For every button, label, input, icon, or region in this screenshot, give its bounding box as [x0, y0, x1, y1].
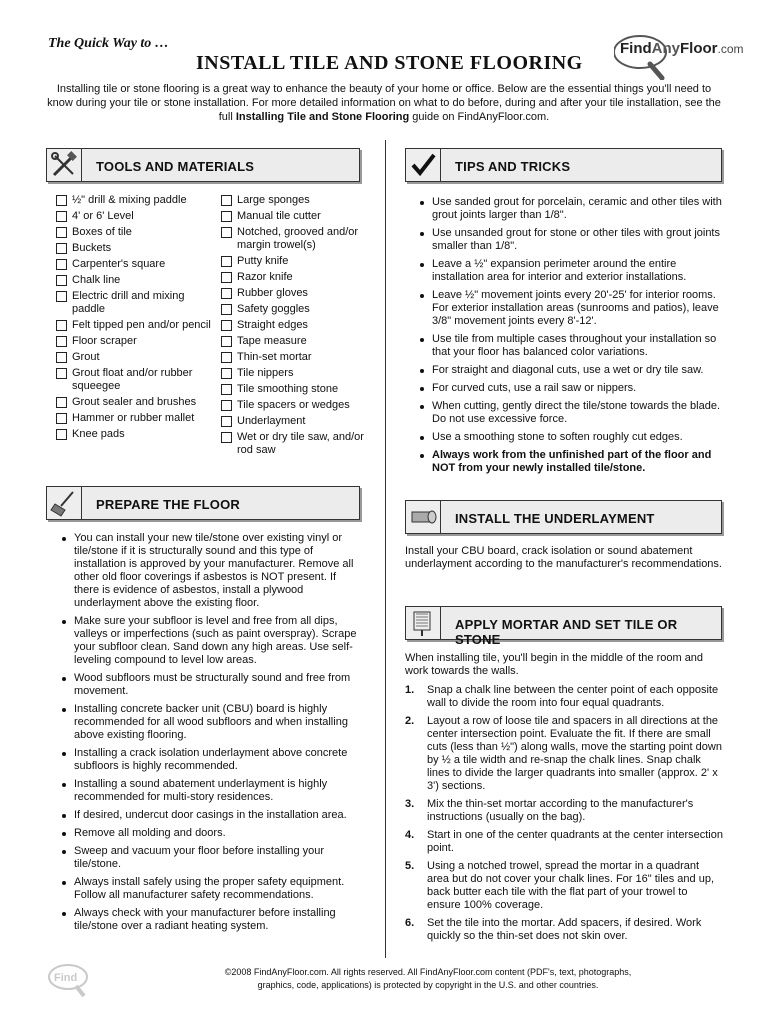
step-number: 2. [405, 715, 415, 727]
bullet-text: Make sure your subfloor is level and free from all dips, valleys or imperfections (such as paint overspray). Scrape your subfloor clean. Sand down any high areas. Use self-leveling compound to level low areas. [74, 615, 357, 666]
bullet-text: Leave a ½" expansion perimeter around the entire installation area for interior and exterior installations. [432, 258, 687, 283]
checklist-item [221, 255, 371, 268]
intro-text-end: guide on FindAnyFloor.com. [409, 111, 550, 123]
bullet-dot [420, 263, 424, 267]
bullet-dot [62, 677, 66, 681]
footer-logo-text: Find [54, 972, 78, 984]
bullet-text: Remove all molding and doors. [74, 827, 226, 839]
checkbox[interactable] [221, 227, 232, 238]
checklist-item [56, 274, 216, 287]
checklist-item [56, 210, 216, 223]
bullet-dot [420, 405, 424, 409]
mortar-section-title: APPLY MORTAR AND SET TILE OR STONE [455, 617, 678, 647]
checklist-label: Knee pads [72, 428, 125, 440]
bullet-item [60, 532, 360, 610]
bullet-dot [62, 814, 66, 818]
checklist-label: Boxes of tile [72, 226, 132, 238]
prepare-section-header [46, 486, 360, 520]
bullet-item [418, 431, 724, 444]
checkbox[interactable] [56, 275, 67, 286]
logo-find: Find [620, 40, 652, 57]
step-item [405, 798, 723, 824]
step-text: Using a notched trowel, spread the mortar in a quadrant area but do not cover your chalk lines. For 16" tiles and up, back butter each tile with the flat part of your trowel to ensure 100% coverage. [427, 860, 715, 911]
checklist-item [56, 290, 216, 316]
bullet-text: For straight and diagonal cuts, use a wet or dry tile saw. [432, 364, 704, 376]
checkbox[interactable] [221, 304, 232, 315]
checklist-label: Buckets [72, 242, 112, 254]
intro-paragraph [46, 82, 722, 124]
checklist-item [56, 351, 216, 364]
intro-text: Installing tile or stone flooring is a great way to enhance the beauty of your home or office. Below are the essential things you'll need to know during your tile or stone installation. For more detailed information on what to do before, during and after your tile installation, see the full [47, 83, 721, 123]
checklist-label: Hammer or rubber mallet [72, 412, 195, 424]
checklist-item [221, 415, 371, 428]
checkbox[interactable] [221, 400, 232, 411]
checklist-item [221, 335, 371, 348]
checklist-item [221, 194, 371, 207]
step-text: Snap a chalk line between the center point of each opposite wall to divide the room into four equal quadrants. [427, 684, 719, 709]
copyright-text [168, 966, 688, 992]
logo-com: .com [717, 42, 744, 56]
checkbox[interactable] [221, 384, 232, 395]
footer-logo [48, 962, 138, 998]
checklist-label: Tape measure [237, 335, 307, 347]
checklist-label: Floor scraper [72, 335, 137, 347]
tips-section-title: TIPS AND TRICKS [455, 159, 571, 174]
bullet-dot [420, 387, 424, 391]
step-number: 5. [405, 860, 415, 872]
checkbox[interactable] [56, 413, 67, 424]
checklist-label: Wet or dry tile saw, and/or rod saw [237, 431, 364, 456]
mortar-steps [405, 684, 723, 948]
underlayment-section-title: INSTALL THE UNDERLAYMENT [455, 511, 655, 526]
findanyfloor-logo [614, 30, 744, 80]
bullet-text: If desired, undercut door casings in the installation area. [74, 809, 347, 821]
step-number: 6. [405, 917, 415, 929]
bullet-dot [62, 850, 66, 854]
bullet-dot [62, 912, 66, 916]
bullet-dot [420, 201, 424, 205]
bullet-dot [62, 752, 66, 756]
step-item [405, 860, 723, 912]
checklist-item [221, 431, 371, 457]
tools-icon [46, 148, 82, 182]
bullet-text: Use a smoothing stone to soften roughly cut edges. [432, 431, 683, 443]
prepare-section-title: PREPARE THE FLOOR [96, 497, 241, 512]
checklist-item [56, 367, 216, 393]
checklist-label: Underlayment [237, 415, 306, 427]
checkbox[interactable] [56, 291, 67, 302]
bullet-text: Installing concrete backer unit (CBU) board is highly recommended for all wood subfloors and when installing above existing flooring. [74, 703, 348, 741]
bullet-dot [62, 537, 66, 541]
checklist-item [221, 399, 371, 412]
step-item [405, 829, 723, 855]
checklist-label: Tile nippers [237, 367, 294, 379]
bullet-dot [62, 708, 66, 712]
checklist-item [56, 319, 216, 332]
checklist-label: Felt tipped pen and/or pencil [72, 319, 211, 331]
step-number: 4. [405, 829, 415, 841]
bullet-dot [420, 436, 424, 440]
tools-section-title: TOOLS AND MATERIALS [96, 159, 255, 174]
column-divider [385, 140, 386, 958]
checklist-item [56, 396, 216, 409]
checklist-item [56, 428, 216, 441]
bullet-text: You can install your new tile/stone over existing vinyl or tile/stone if it is structurally sound and this type of installation is approved by your manufacturer. Remove all other old floor coverings if asbestos is NOT present. If there is evidence of asbestos, install a plywood underlayment above the existing floor. [74, 532, 354, 609]
underlayment-text: Install your CBU board, crack isolation or sound abatement underlayment according to the manufacturer's recommendations. [405, 545, 722, 570]
checklist-label: Grout [72, 351, 100, 363]
bullet-item [60, 845, 360, 871]
checklist-label: ½" drill & mixing paddle [72, 194, 187, 206]
checklist-label: Notched, grooved and/or margin trowel(s) [237, 226, 359, 251]
checkbox[interactable] [221, 195, 232, 206]
bullet-item [60, 809, 360, 822]
checkbox[interactable] [56, 336, 67, 347]
bullet-dot [420, 232, 424, 236]
checklist-label: 4' or 6' Level [72, 210, 134, 222]
checkbox[interactable] [56, 320, 67, 331]
bullet-item [60, 778, 360, 804]
tips-section-header [405, 148, 722, 182]
checklist-item [56, 412, 216, 425]
bullet-item [418, 289, 724, 328]
checkbox[interactable] [56, 429, 67, 440]
checkbox[interactable] [221, 432, 232, 443]
checklist-item [221, 367, 371, 380]
page-title: INSTALL TILE AND STONE FLOORING [196, 52, 583, 74]
bullet-dot [420, 338, 424, 342]
checklist-label: Tile smoothing stone [237, 383, 339, 395]
step-item [405, 684, 723, 710]
bullet-text: Wood subfloors must be structurally sound and free from movement. [74, 672, 351, 697]
bullet-item [60, 672, 360, 698]
bullet-item [418, 364, 724, 377]
mortar-section-header [405, 606, 722, 647]
checkbox[interactable] [56, 243, 67, 254]
prepare-list [60, 532, 360, 938]
tools-section-header [46, 148, 360, 182]
checkbox[interactable] [221, 211, 232, 222]
step-number: 3. [405, 798, 415, 810]
checklist-label: Thin-set mortar [237, 351, 312, 363]
checklist-item [221, 383, 371, 396]
checklist-label: Electric drill and mixing paddle [72, 290, 185, 315]
magnifier-icon [614, 30, 738, 80]
bullet-item [60, 703, 360, 742]
bullet-item [418, 333, 724, 359]
checklist-label: Carpenter's square [72, 258, 166, 270]
tips-list [418, 196, 724, 480]
checklist-label: Grout sealer and brushes [72, 396, 197, 408]
underlayment-section-header [405, 500, 722, 534]
bullet-item [60, 747, 360, 773]
checkbox[interactable] [56, 397, 67, 408]
checklist-item [221, 271, 371, 284]
bullet-item [418, 196, 724, 222]
checklist-item [221, 226, 371, 252]
bullet-dot [62, 881, 66, 885]
footer [48, 962, 728, 1002]
step-text: Set the tile into the mortar. Add spacers, if desired. Work quickly so the thin-set does not skin over. [427, 917, 702, 942]
bullet-text: Installing a crack isolation underlayment above concrete subfloors is highly recommended. [74, 747, 348, 772]
checkbox[interactable] [56, 227, 67, 238]
bullet-item [418, 382, 724, 395]
step-text: Mix the thin-set mortar according to the manufacturer's instructions (usually on the bag). [427, 798, 694, 823]
bullet-item [418, 400, 724, 426]
bullet-text-bold: Always work from the unfinished part of the floor and NOT from your newly installed tile/stone. [432, 449, 712, 474]
bullet-item [60, 615, 360, 667]
bullet-dot [420, 294, 424, 298]
checkbox[interactable] [56, 195, 67, 206]
bullet-text: Always install safely using the proper safety equipment. Follow all manufacturer safety recommendations. [74, 876, 345, 901]
checkbox[interactable] [221, 272, 232, 283]
step-item [405, 715, 723, 793]
checklist-item [221, 210, 371, 223]
checklist-label: Safety goggles [237, 303, 310, 315]
checklist-label: Chalk line [72, 274, 121, 286]
copyright-line-1: ©2008 FindAnyFloor.com. All rights reserved. All FindAnyFloor.com content (PDF's, text, photographs, [224, 967, 632, 977]
roll-icon [405, 500, 441, 534]
step-text: Start in one of the center quadrants at the center intersection point. [427, 829, 723, 854]
checklist-item [56, 258, 216, 271]
copyright-line-2: graphics, code, applications) is protected by copyright in the U.S. and other countries. [257, 980, 599, 990]
checklist-item [56, 194, 216, 207]
checkbox[interactable] [221, 352, 232, 363]
checkbox[interactable] [221, 288, 232, 299]
bullet-text: Use tile from multiple cases throughout your installation so that your floor has balanced color variations. [432, 333, 717, 358]
page-kicker: The Quick Way to … [48, 36, 169, 51]
guide-title: Installing Tile and Stone Flooring [235, 111, 410, 123]
bullet-item [418, 227, 724, 253]
bullet-dot [420, 454, 424, 458]
bullet-text: Leave ½" movement joints every 20'-25' for interior rooms. For exterior installation areas (sunrooms and patios), leave 3/8" movement joints every 8'-12'. [432, 289, 719, 327]
step-text: Layout a row of loose tile and spacers in all directions at the center intersection point. Evaluate the fit. If there are small cuts (less than ½") along walls, move the starting point down by ½ a tile width and re-snap the chalk lines. Snap chalk lines to divide the larger quadrants into smaller (approx. 2' x 3') sections. [427, 715, 722, 792]
checkbox[interactable] [221, 368, 232, 379]
checklist-item [221, 287, 371, 300]
bullet-dot [420, 369, 424, 373]
bullet-text: Sweep and vacuum your floor before installing your tile/stone. [74, 845, 325, 870]
bullet-item [60, 907, 360, 933]
step-item [405, 917, 723, 943]
checkmark-icon [405, 148, 441, 182]
mortar-intro: When installing tile, you'll begin in the middle of the room and work towards the walls. [405, 652, 704, 677]
bullet-dot [62, 620, 66, 624]
checkbox[interactable] [56, 368, 67, 379]
checkbox[interactable] [56, 259, 67, 270]
broom-icon [46, 486, 82, 520]
tools-list-col2 [221, 194, 371, 460]
bullet-item [418, 258, 724, 284]
checklist-label: Razor knife [237, 271, 293, 283]
checklist-label: Large sponges [237, 194, 310, 206]
checklist-label: Putty knife [237, 255, 289, 267]
checklist-label: Manual tile cutter [237, 210, 321, 222]
checkbox[interactable] [221, 256, 232, 267]
checkbox[interactable] [221, 320, 232, 331]
bullet-item [60, 827, 360, 840]
bullet-dot [62, 832, 66, 836]
bullet-text: For curved cuts, use a rail saw or nippers. [432, 382, 637, 394]
trowel-icon [405, 606, 441, 640]
checkbox[interactable] [221, 336, 232, 347]
checklist-item [56, 335, 216, 348]
checklist-item [56, 226, 216, 239]
bullet-text: Installing a sound abatement underlayment is highly recommended for multi-story residences. [74, 778, 328, 803]
tools-list-col1 [56, 194, 216, 444]
logo-any: Any [651, 40, 680, 57]
bullet-dot [62, 783, 66, 787]
checkbox[interactable] [56, 352, 67, 363]
checklist-label: Straight edges [237, 319, 308, 331]
logo-floor: Floor [680, 40, 718, 57]
checklist-label: Rubber gloves [237, 287, 308, 299]
checklist-item [221, 303, 371, 316]
checklist-label: Grout float and/or rubber squeegee [72, 367, 193, 392]
bullet-text: Use sanded grout for porcelain, ceramic and other tiles with grout joints larger than 1/8". [432, 196, 722, 221]
bullet-text: When cutting, gently direct the tile/stone towards the blade. Do not use excessive force. [432, 400, 720, 425]
checklist-item [56, 242, 216, 255]
checkbox[interactable] [56, 211, 67, 222]
bullet-item-important [418, 449, 724, 475]
checklist-label: Tile spacers or wedges [237, 399, 350, 411]
step-number: 1. [405, 684, 415, 696]
checklist-item [221, 319, 371, 332]
checkbox[interactable] [221, 416, 232, 427]
bullet-item [60, 876, 360, 902]
bullet-text: Always check with your manufacturer before installing tile/stone over a radiant heating system. [74, 907, 336, 932]
bullet-text: Use unsanded grout for stone or other tiles with grout joints smaller than 1/8". [432, 227, 720, 252]
checklist-item [221, 351, 371, 364]
